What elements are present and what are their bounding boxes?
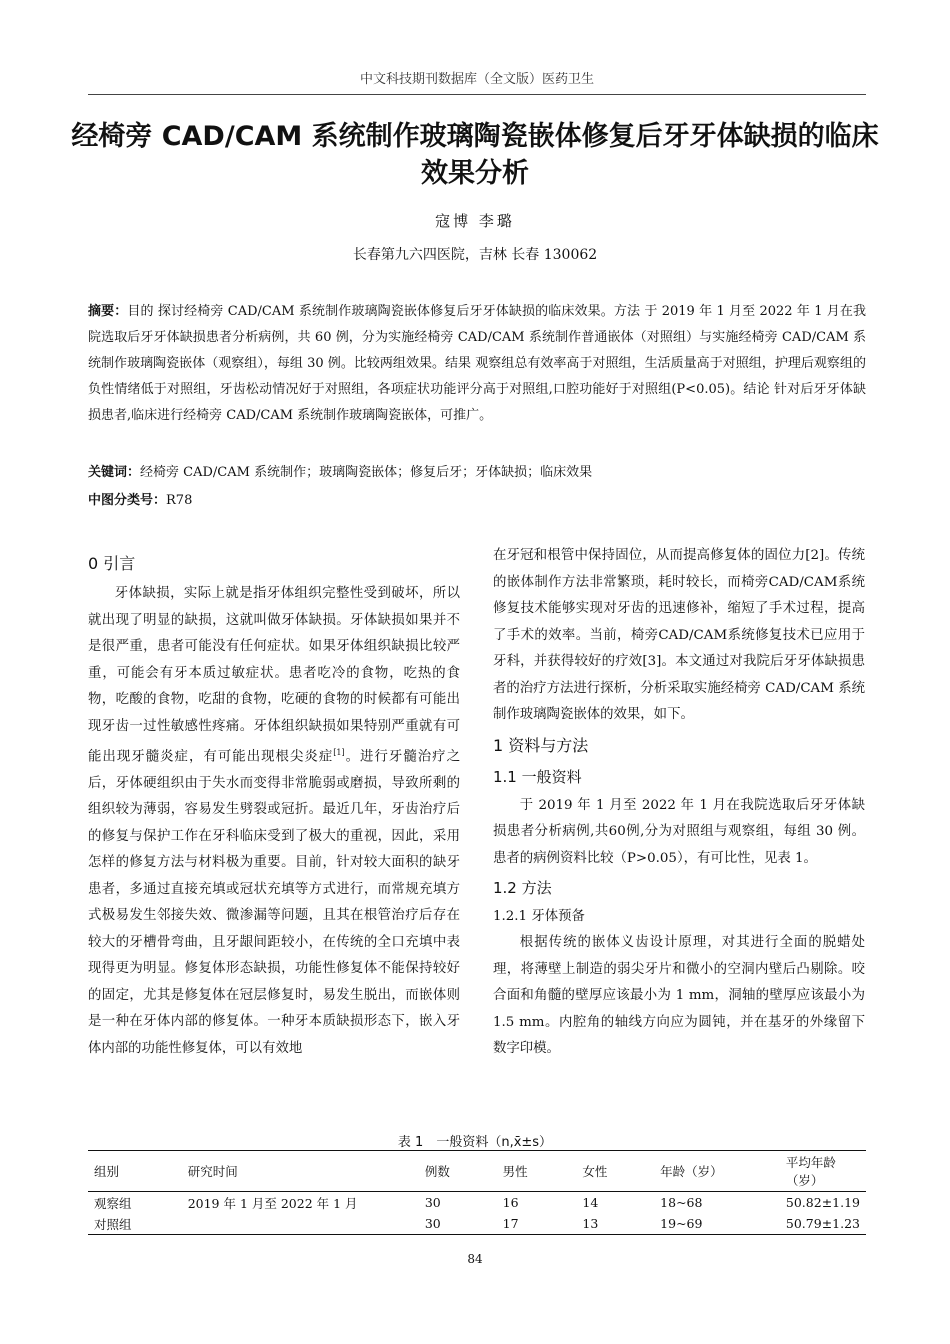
table-cell: 14 <box>582 1195 599 1210</box>
table-cell: 30 <box>424 1195 441 1210</box>
affiliation: 长春第九六四医院，吉林 长春 130062 <box>352 247 598 263</box>
classification-label: 中图分类号： <box>88 493 167 508</box>
data-table <box>88 1150 866 1235</box>
journal-header: 中文科技期刊数据库（全文版）医药卫生 <box>88 68 866 95</box>
article-title: 经椅旁 CAD/CAM 系统制作玻璃陶瓷嵌体修复后牙牙体缺损的临床效果分析 <box>71 121 879 189</box>
citation-1: [1] <box>333 748 345 757</box>
table-header-cell: 女性 <box>576 1151 654 1192</box>
page-number: 84 <box>467 1252 483 1266</box>
table-header-cell: 年龄（岁） <box>654 1151 780 1192</box>
table-cell <box>182 1213 419 1235</box>
section1-2-heading: 1.2 方法 <box>493 879 552 897</box>
table-cell: 50.79±1.23 <box>780 1213 866 1235</box>
section1-1-heading: 1.1 一般资料 <box>493 767 582 786</box>
right-column <box>493 543 865 1063</box>
table-row <box>88 1192 866 1214</box>
intro-text-part1: 牙体缺损，实际上就是指牙体组织完整性受到破坏，所以就出现了明显的缺损，这就叫做牙体缺损。牙体缺损如果并不是很严重，患者可能没有任何症状。如果牙体组织缺损比较严重，可能会有牙本质过敏症状。患者吃冷的食物，吃热的食物，吃酸的食物，吃甜的食物，吃硬的食物的时候都有可能出现牙齿一过性敏感性疼痛。牙体组织缺损如果特别严重就有可能出现牙髓炎症，有可能出现根尖炎症 <box>88 586 460 765</box>
intro-paragraph <box>88 581 460 1062</box>
table-cell: 19~69 <box>654 1213 780 1235</box>
section1-heading: 1 资料与方法 <box>493 735 589 755</box>
classification <box>88 488 866 514</box>
table-cell: 30 <box>419 1213 497 1235</box>
table-cell: 观察组 <box>94 1195 132 1211</box>
intro-heading: 0 引言 <box>88 554 136 573</box>
table-cell: 2019 年 1 月至 2022 年 1 月 <box>187 1195 358 1211</box>
table-cell: 18~68 <box>660 1195 703 1210</box>
table-header-cell: 组别 <box>88 1151 182 1192</box>
authors: 寇博 李璐 <box>435 212 515 230</box>
classification-text: R78 <box>166 493 193 508</box>
intro-continuation: 在牙冠和根管中保持固位，从而提高修复体的固位力[2]。传统的嵌体制作方法非常繁琐，耗时较长，而椅旁CAD/CAM系统修复技术能够实现对牙齿的迅速修补，缩短了手术过程，提高了手术的效率。当前，椅旁CAD/CAM系统修复技术已应用于牙科，并获得较好的疗效[3]。本文通过对我院后牙牙体缺损患者的治疗方法进行探析，分析采取实施经椅旁 CAD/CAM 系统制作玻璃陶瓷嵌体的效果，如下。 <box>493 548 865 722</box>
intro-text-part2: 。进行牙髓治疗之后，牙体硬组织由于失水而变得非常脆弱或磨损，导致所剩的组织较为薄弱，容易发生劈裂或冠折。最近几年，牙齿治疗后的修复与保护工作在牙科临床受到了极大的重视，因此，采用怎样的修复方法与材料极为重要。目前，针对较大面积的缺牙患者，多通过直接充填或冠状充填等方式进行，而常规充填方式极易发生邻接失效、微渗漏等问题，且其在根管治疗后存在较大的牙槽骨弯曲，且牙龈间距较小，在传统的全口充填中表现得更为明显。修复体形态缺损，功能性修复体不能保持较好的固定，尤其是修复体在冠层修复时，易发生脱出，而嵌体则是一种在牙体内部的修复体。一种牙本质缺损形态下，嵌入牙体内部的功能性修复体，可以有效地 <box>88 749 461 1056</box>
section1-1-text: 于 2019 年 1 月至 2022 年 1 月在我院选取后牙牙体缺损患者分析病例,共60例,分为对照组与观察组，每组 30 例。患者的病例资料比较（P>0.05），有可比性，见表 1。 <box>493 797 865 866</box>
table-header-cell: 平均年龄（岁） <box>780 1151 866 1192</box>
section1-2-1-heading: 1.2.1 牙体预备 <box>493 909 585 924</box>
abstract <box>88 299 866 429</box>
keywords <box>88 460 866 486</box>
keywords-text: 经椅旁 CAD/CAM 系统制作；玻璃陶瓷嵌体；修复后牙；牙体缺损；临床效果 <box>140 465 593 480</box>
table-header-cell: 男性 <box>497 1151 577 1192</box>
table-row <box>88 1213 866 1235</box>
section1-2-1-text: 根据传统的嵌体义齿设计原理，对其进行全面的脱蜡处理，将薄壁上制造的弱尖牙片和微小的空洞内壁后凸剔除。咬合面和角髓的壁厚应该最小为 1 mm，洞轴的壁厚应该最小为 1.5 mm。内腔角的轴线方向应为圆钝，并在基牙的外缘留下数字印模。 <box>493 935 865 1056</box>
table-cell: 17 <box>497 1213 577 1235</box>
table-caption: 表 1 一般资料（n,x̄±s） <box>397 1135 553 1150</box>
table-cell: 对照组 <box>88 1213 182 1235</box>
table-header-row <box>88 1151 866 1192</box>
left-column <box>88 547 460 1062</box>
keywords-label: 关键词： <box>88 465 141 480</box>
abstract-label: 摘要： <box>88 304 128 319</box>
table-header-cell: 研究时间 <box>182 1151 419 1192</box>
table-cell: 13 <box>576 1213 654 1235</box>
table-cell: 50.82±1.19 <box>785 1195 860 1210</box>
abstract-text: 目的 探讨经椅旁 CAD/CAM 系统制作玻璃陶瓷嵌体修复后牙牙体缺损的临床效果。方法 于 2019 年 1 月至 2022 年 1 月在我院选取后牙牙体缺损患者分析病例，共 60 例，分为实施经椅旁 CAD/CAM 系统制作普通嵌体（对照组）与实施经椅旁 CAD/CAM 系统制作玻璃陶瓷嵌体（观察组），每组 30 例。比较两组效果。结果 观察组总有效率高于对照组，生活质量高于对照组，护理后观察组的负性情绪低于对照组，牙齿松动情况好于对照组，各项症状功能评分高于对照组,口腔功能好于对照组(P<0.05)。结论 针对后牙牙体缺损患者,临床进行经椅旁 CAD/CAM 系统制作玻璃陶瓷嵌体，可推广。 <box>88 304 866 423</box>
table-cell: 16 <box>502 1195 519 1210</box>
table-header-cell: 例数 <box>419 1151 497 1192</box>
